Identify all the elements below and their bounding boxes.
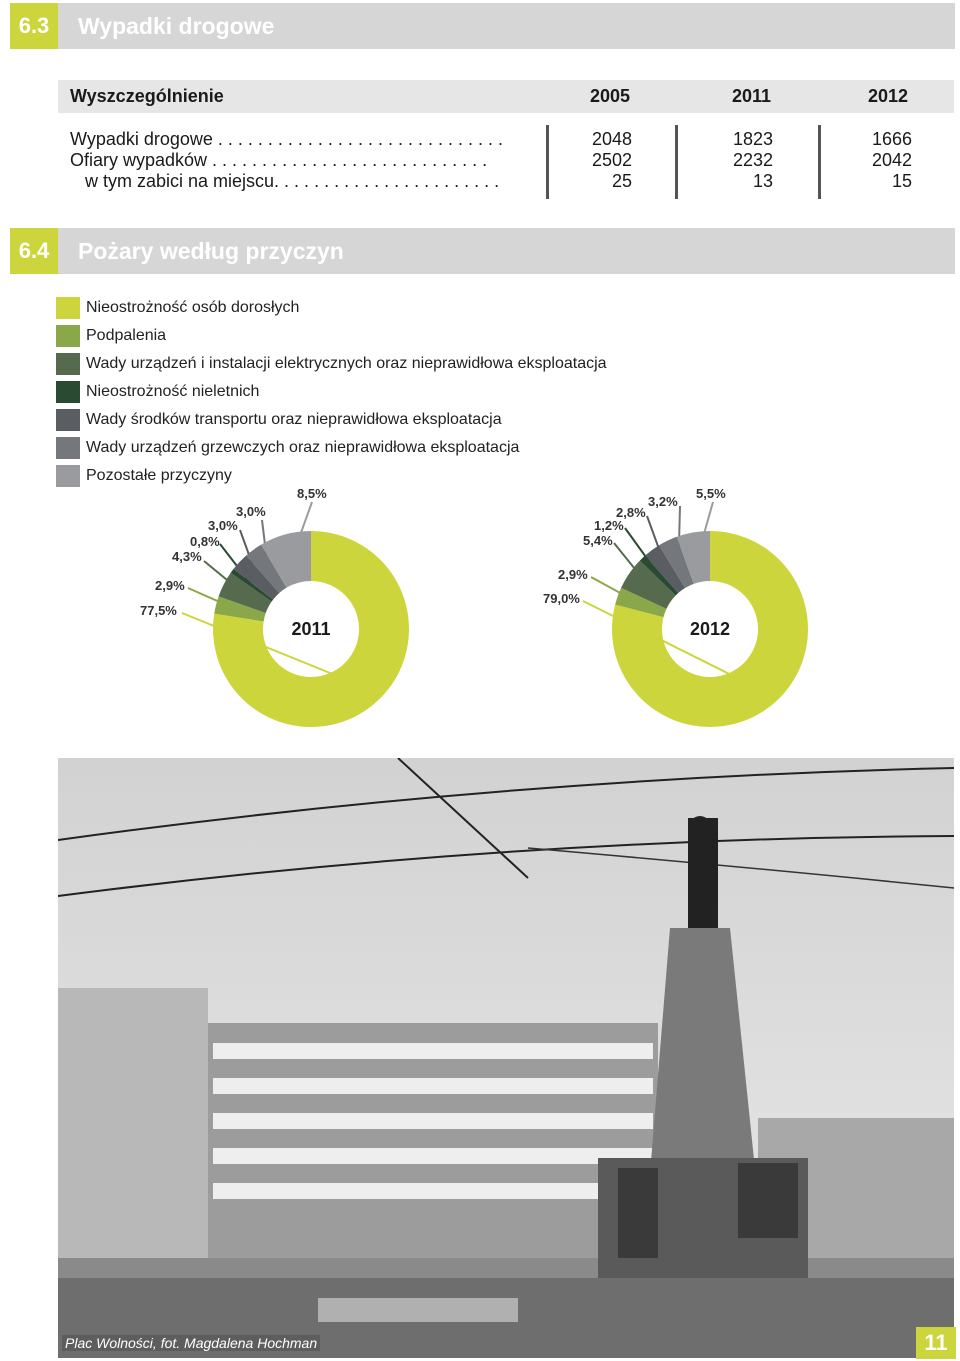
page-number: 11: [916, 1327, 956, 1359]
data-label: 77,5%: [140, 603, 177, 618]
legend-label: Podpalenia: [86, 327, 167, 344]
data-label: 3,0%: [236, 504, 266, 519]
legend-label: Pozostałe przyczyny: [86, 467, 232, 484]
legend-swatch: [56, 297, 80, 319]
cell-2005: 2502: [591, 150, 632, 170]
photo-plac-wolnosci: [58, 758, 954, 1358]
section-title: Pożary według przyczyn: [78, 238, 344, 264]
data-label: 2,9%: [558, 567, 588, 582]
column-header-label: Wyszczególnienie: [70, 86, 224, 106]
legend-swatch: [56, 409, 80, 431]
cell-2012: 15: [891, 171, 912, 191]
cell-2012: 2042: [871, 150, 912, 170]
data-label: 0,8%: [190, 534, 220, 549]
donut-center-label: 2012: [689, 619, 731, 639]
legend-label: Nieostrożność nieletnich: [86, 383, 260, 400]
legend-swatch: [56, 381, 80, 403]
donut-center-label: 2011: [291, 619, 331, 639]
photo-illustration: [58, 758, 954, 1358]
data-label: 3,0%: [208, 518, 238, 533]
section-header-6-3: [10, 3, 955, 49]
legend-label: Wady urządzeń i instalacji elektrycznych oraz nieprawidłowa eksploatacja: [86, 355, 607, 372]
column-divider: [818, 125, 821, 199]
data-label: 8,5%: [297, 486, 327, 501]
data-label: 79,0%: [543, 591, 580, 606]
cell-2012: 1666: [871, 129, 912, 149]
section-title: Wypadki drogowe: [78, 13, 275, 39]
cell-2011: 1823: [732, 129, 773, 149]
data-label: 2,9%: [155, 578, 185, 593]
cell-2005: 25: [611, 171, 632, 191]
cell-2011: 13: [752, 171, 773, 191]
legend-label: Wady urządzeń grzewczych oraz nieprawidłowa eksploatacja: [86, 439, 520, 456]
row-label: Ofiary wypadków . . . . . . . . . . . . . . . . . . . . . . . . . . . .: [70, 150, 488, 170]
data-label: 2,8%: [616, 505, 646, 520]
cell-2011: 2232: [732, 150, 773, 170]
cell-2005: 2048: [591, 129, 632, 149]
legend-swatch: [56, 353, 80, 375]
section-header-6-4: [10, 228, 955, 274]
legend-swatch: [56, 325, 80, 347]
data-label: 4,3%: [172, 549, 202, 564]
data-label: 5,4%: [583, 533, 613, 548]
photo-caption: Plac Wolności, fot. Magdalena Hochman: [62, 1335, 320, 1351]
column-header-2005: 2005: [590, 86, 631, 106]
column-header-2011: 2011: [732, 86, 772, 106]
column-header-2012: 2012: [868, 86, 909, 106]
column-divider: [546, 125, 549, 199]
row-label: w tym zabici na miejscu. . . . . . . . . . . . . . . . . . . . . . .: [70, 171, 500, 191]
data-label: 5,5%: [696, 486, 726, 501]
legend-label: Nieostrożność osób dorosłych: [86, 299, 300, 316]
row-label: Wypadki drogowe . . . . . . . . . . . . . . . . . . . . . . . . . . . . .: [70, 129, 503, 149]
section-number: 6.4: [10, 228, 58, 274]
donut-charts: [0, 480, 960, 740]
legend-label: Wady środków transportu oraz nieprawidłowa eksploatacja: [86, 411, 502, 428]
column-divider: [675, 125, 678, 199]
table-header: [58, 80, 954, 113]
data-label: 1,2%: [594, 518, 624, 533]
section-number: 6.3: [10, 3, 58, 49]
legend-swatch: [56, 437, 80, 459]
data-label: 3,2%: [648, 494, 678, 509]
